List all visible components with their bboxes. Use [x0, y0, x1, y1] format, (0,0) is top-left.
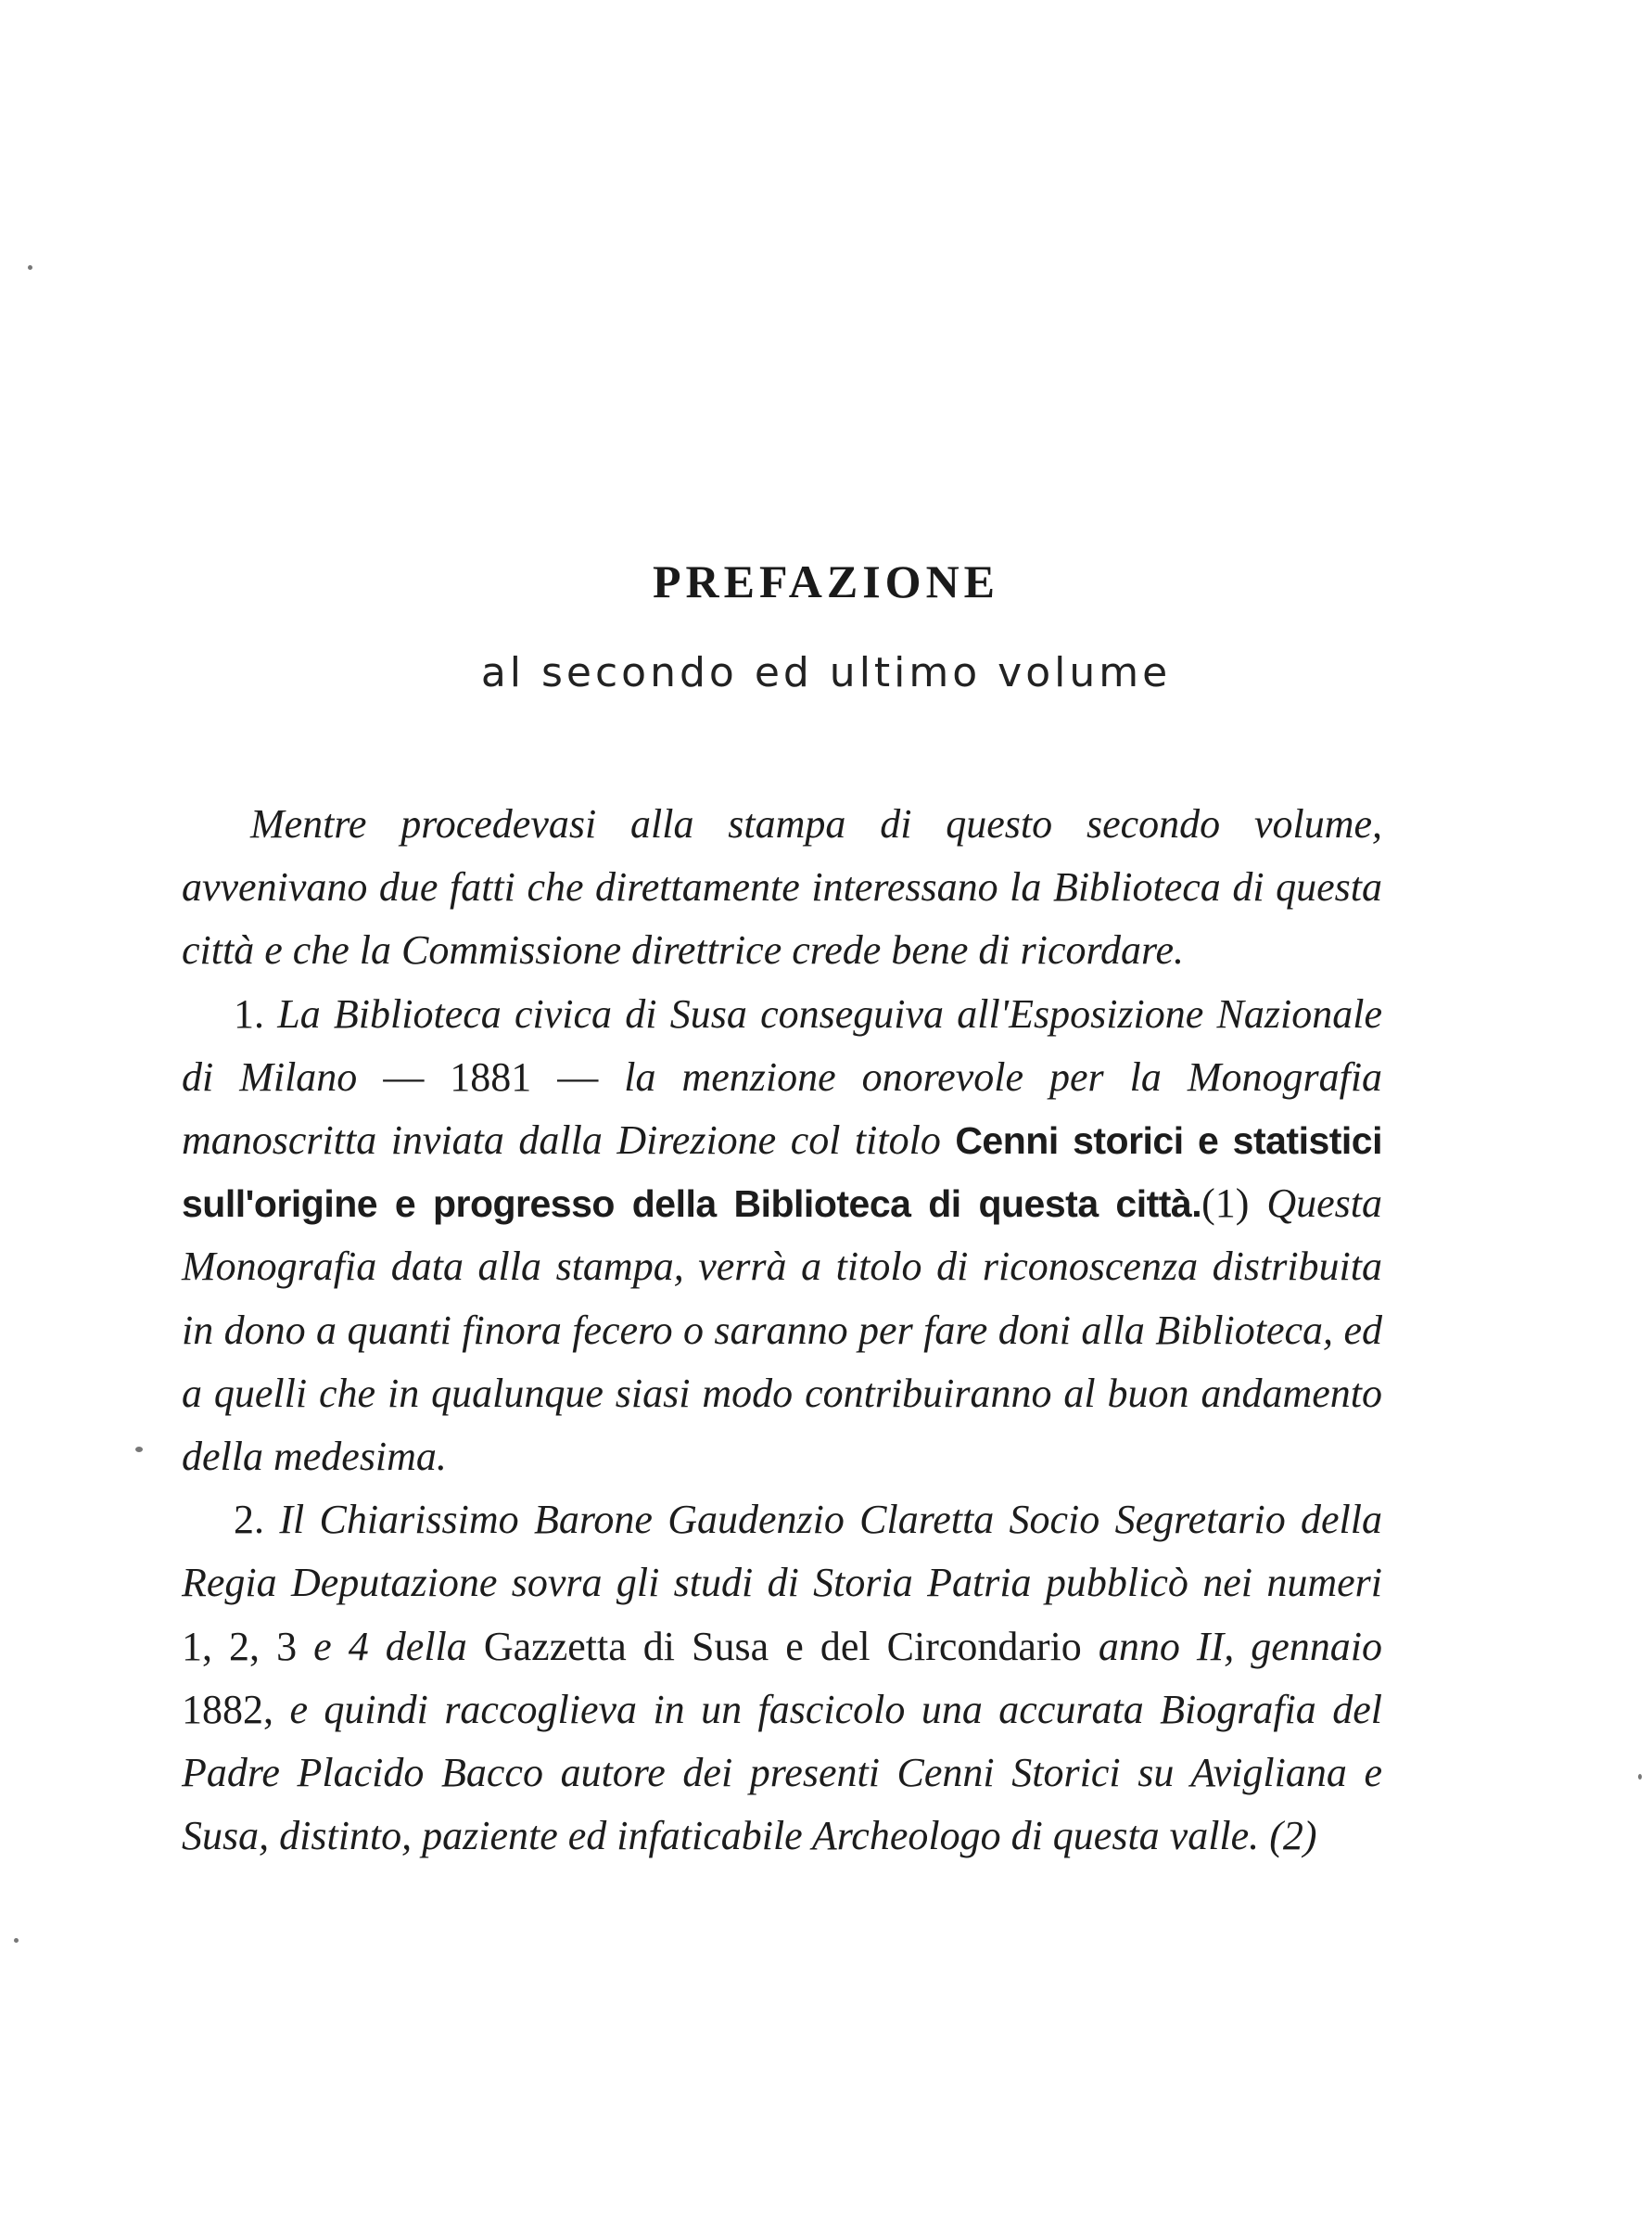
item-2-numbers: 1, 2, 3 [182, 1623, 298, 1669]
item-1-work-title: Cenni storici e statistici sull'origine e progresso della Biblioteca di questa città. [182, 1119, 1382, 1226]
item-2-text-b: e quindi raccoglieva in un fascicolo una accurata Biografia del Padre Placido Bacco autore dei presenti Cenni Storici su Avigliana e Susa, distinto, paziente ed infaticabile Archeologo di questa valle. [182, 1686, 1383, 1859]
scan-speck [14, 1938, 19, 1943]
item-1-number: 1. [234, 990, 264, 1037]
body-text [182, 793, 1382, 1868]
item-2-paragraph [182, 1488, 1382, 1868]
scan-speck [28, 265, 32, 270]
item-2-conj: e 4 della [313, 1623, 467, 1669]
item-1-paragraph [182, 983, 1382, 1489]
page-title: PREFAZIONE [652, 555, 1000, 607]
intro-text: Mentre procedevasi alla stampa di questo secondo volume, avvenivano due fatti che direttamente interessano la Biblioteca di questa città e che la Commissione direttrice crede bene di ricordare. [182, 801, 1382, 974]
page-subtitle: al secondo ed ultimo volume [480, 649, 1172, 696]
item-1-text-b: la menzione onorevole per la Monografia manoscritta inviata dalla Direzione col titolo [182, 1053, 1383, 1164]
item-2-note-ref: (2) [1269, 1813, 1317, 1859]
item-2-text-a: Il Chiarissimo Barone Gaudenzio Claretta Socio Segretario della Regia Deputazione sovra gli studi di Storia Patria pubblicò nei numeri [182, 1497, 1382, 1606]
item-1-note-ref: (1) [1201, 1180, 1250, 1227]
item-1-text-a: La Biblioteca civica di Susa conseguiva all'Esposizione Nazionale di Milano [182, 990, 1382, 1100]
item-1-text-c: Questa Monografia data alla stampa, verrà a titolo di riconoscenza distribuita in dono a quanti finora fecero o saranno per fare doni alla Biblioteca, ed a quelli che in qualunque siasi modo contribuiranno al buon andamento della medesima. [182, 1180, 1383, 1480]
scan-speck [135, 1447, 143, 1452]
item-1-year: — 1881 — [383, 1053, 599, 1100]
item-2-date-a: anno II, gennaio [1098, 1623, 1383, 1669]
item-2-year: 1882, [182, 1686, 273, 1732]
intro-paragraph [182, 793, 1382, 983]
item-2-newspaper: Gazzetta di Susa e del Circondario [483, 1623, 1082, 1669]
scan-speck [1638, 1774, 1642, 1780]
item-2-number: 2. [234, 1497, 264, 1543]
